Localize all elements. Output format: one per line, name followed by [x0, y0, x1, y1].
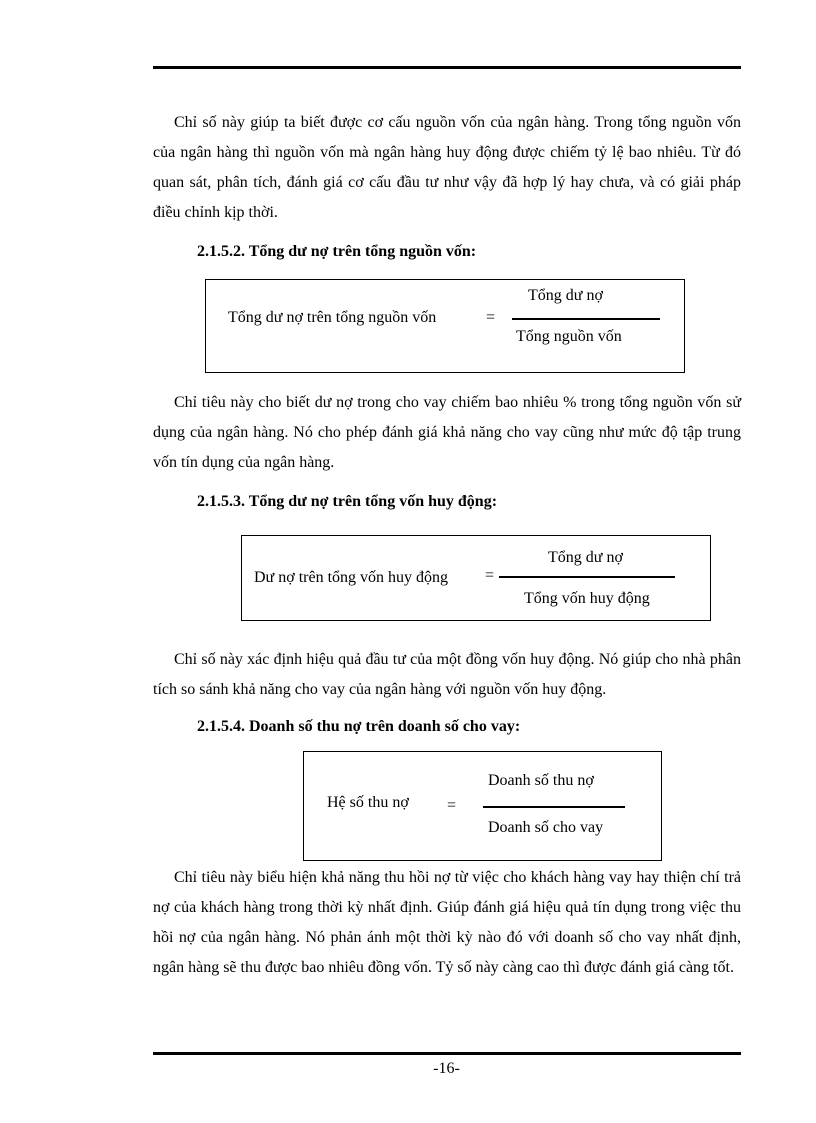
fraction-bar [499, 576, 675, 578]
formula-label: Hệ số thu nợ [327, 794, 409, 811]
formula-numerator: Doanh số thu nợ [488, 772, 594, 789]
formula-equals: = [447, 797, 457, 814]
formula-numerator: Tổng dư nợ [548, 549, 623, 566]
header-rule [153, 66, 741, 69]
section-heading-2-1-5-4: 2.1.5.4. Doanh số thu nợ trên doanh số cho vay: [197, 718, 521, 735]
formula-equals: = [486, 309, 496, 326]
paragraph-capital-structure: Chỉ số này giúp ta biết được cơ cấu nguồn vốn của ngân hàng. Trong tổng nguồn vốn của ngân hàng thì nguồn vốn mà ngân hàng huy động được chiếm tỷ lệ bao nhiêu. Từ đó quan sát, phân tích, đánh giá cơ cấu đầu tư như vậy đã hợp lý hay chưa, và có giải pháp điều chỉnh kịp thời. [153, 114, 741, 221]
formula-denominator: Tổng nguồn vốn [516, 328, 622, 345]
formula-box-outstanding-loans-total-capital [205, 279, 685, 373]
formula-label: Tổng dư nợ trên tổng nguồn vốn [228, 309, 437, 326]
formula-label: Dư nợ trên tổng vốn huy động [254, 569, 449, 586]
formula-denominator: Tổng vốn huy động [524, 590, 650, 607]
formula-numerator: Tổng dư nợ [528, 287, 603, 304]
page-number: -16- [433, 1060, 460, 1077]
paragraph-investment-efficiency: Chỉ số này xác định hiệu quả đầu tư của một đồng vốn huy động. Nó giúp cho nhà phân tích so sánh khả năng cho vay của ngân hàng với nguồn vốn huy động. [153, 651, 741, 698]
fraction-bar [483, 806, 625, 808]
fraction-bar [512, 318, 660, 320]
footer-rule [153, 1052, 741, 1055]
section-heading-2-1-5-2: 2.1.5.2. Tổng dư nợ trên tổng nguồn vốn: [197, 243, 477, 260]
paragraph-loan-ratio: Chỉ tiêu này cho biết dư nợ trong cho vay chiếm bao nhiêu % trong tổng nguồn vốn sử dụng của ngân hàng. Nó cho phép đánh giá khả năng cho vay cũng như mức độ tập trung vốn tín dụng của ngân hàng. [153, 394, 741, 471]
formula-box-loans-mobilized-capital [241, 535, 711, 621]
formula-denominator: Doanh số cho vay [488, 819, 604, 836]
section-heading-2-1-5-3: 2.1.5.3. Tổng dư nợ trên tổng vốn huy động: [197, 493, 498, 510]
formula-box-debt-recovery-ratio [303, 751, 662, 861]
paragraph-debt-recovery: Chỉ tiêu này biểu hiện khả năng thu hồi nợ từ việc cho khách hàng vay hay thiện chí trả nợ của khách hàng trong thời kỳ nhất định. Giúp đánh giá hiệu quả tín dụng trong việc thu hồi nợ của ngân hàng. Nó phản ánh một thời kỳ nào đó với doanh số cho vay nhất định, ngân hàng sẽ thu được bao nhiêu đồng vốn. Tỷ số này càng cao thì được đánh giá càng tốt. [153, 869, 741, 976]
formula-equals: = [485, 567, 495, 584]
